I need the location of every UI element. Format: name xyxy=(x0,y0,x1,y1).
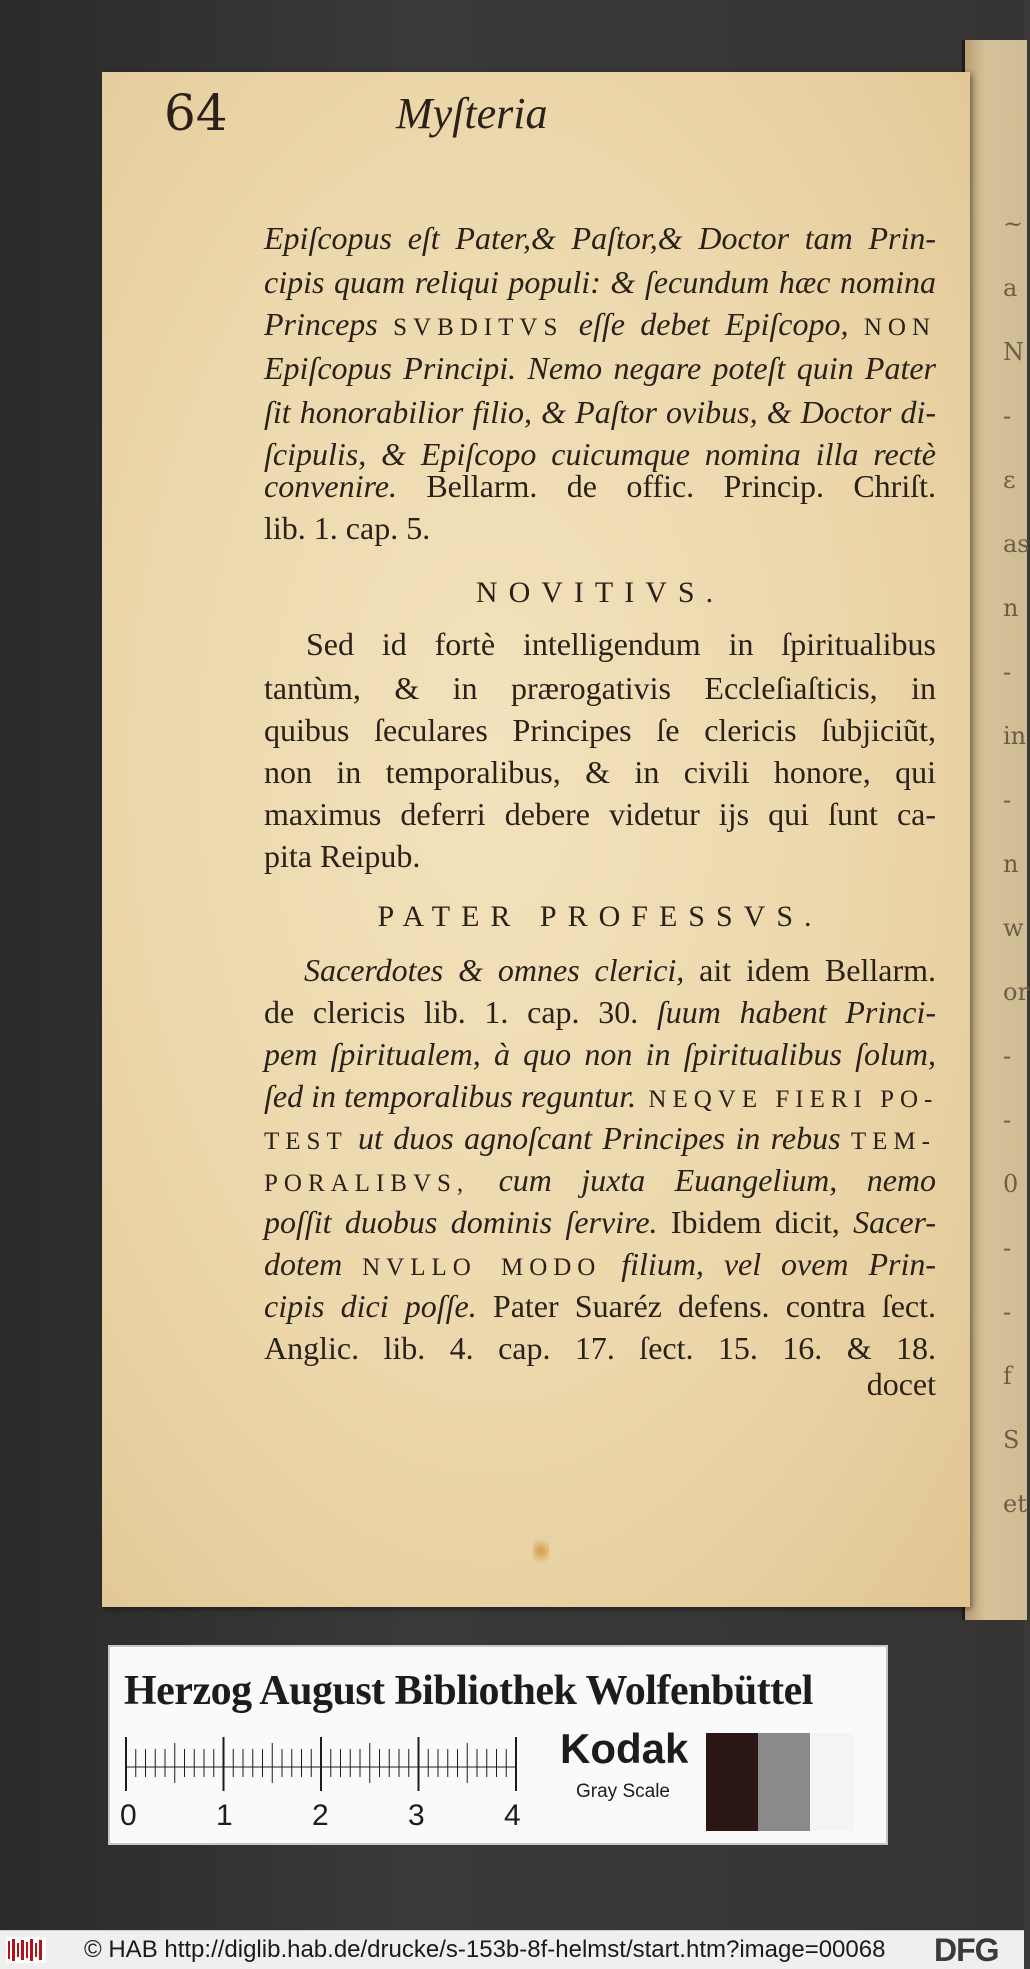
adjacent-page-glyph: as xyxy=(1003,530,1030,558)
adjacent-page-glyph: N xyxy=(1003,338,1024,366)
library-name: Herzog August Bibliothek Wolfenbüttel xyxy=(124,1668,813,1714)
adjacent-page-edge xyxy=(962,40,1030,1620)
text-line: pem ſpiritualem, à quo non in ſpiritualibus ſolum, xyxy=(264,1036,936,1072)
adjacent-page-glyph: - xyxy=(1003,658,1012,686)
ruler-ticks xyxy=(124,1737,534,1797)
text-line: ſit honorabilior filio, & Paſtor ovibus, & Doctor di- xyxy=(264,394,936,430)
adjacent-page-glyph: - xyxy=(1003,1234,1012,1262)
section-heading: PATER PROFESSVS. xyxy=(377,900,823,933)
adjacent-page-glyph: - xyxy=(1003,786,1012,814)
adjacent-page-glyph: n xyxy=(1003,850,1019,878)
gray-swatch-mid xyxy=(758,1733,810,1831)
text-line: PORALIBVS, cum juxta Euangelium, nemo xyxy=(264,1162,936,1198)
text-line: dotem NVLLO MODO filium, vel ovem Prin- xyxy=(264,1246,936,1282)
adjacent-page-glyph: - xyxy=(1003,1042,1012,1070)
paper-stain xyxy=(533,1536,549,1566)
page-header xyxy=(164,84,824,144)
text-line: poſſit duobus dominis ſervire. Ibidem dicit, Sacer- xyxy=(264,1204,937,1240)
text-line: pita Reipub. xyxy=(264,838,421,874)
text-line: ſcipulis, & Epiſcopo cuicumque nomina illa rectè xyxy=(264,436,936,472)
adjacent-page-glyph: w xyxy=(1003,914,1024,942)
text-line: de clericis lib. 1. cap. 30. ſuum habent Princi- xyxy=(264,994,937,1030)
adjacent-page-glyph: in xyxy=(1003,722,1027,750)
text-line: Epiſcopus Principi. Nemo negare poteſt quin Pater xyxy=(264,350,936,386)
adjacent-page-glyph: ~ xyxy=(1003,210,1024,238)
footer-bar xyxy=(0,1930,1024,1969)
text-line: convenire. Bellarm. de offic. Princip. Chriſt. xyxy=(264,468,936,504)
adjacent-page-glyph: a xyxy=(1003,274,1018,302)
catchword: docet xyxy=(866,1366,936,1402)
text-line: lib. 1. cap. 5. xyxy=(264,510,431,546)
adjacent-page-glyph: ε xyxy=(1003,466,1016,494)
adjacent-page-glyph: - xyxy=(1003,1298,1012,1326)
text-line: Sed id fortè intelligendum in ſpiritualibus xyxy=(306,626,936,662)
text-line: Sacerdotes & omnes clerici, ait idem Bellarm. xyxy=(304,952,936,988)
text-line: maximus deferri debere videtur ijs qui ſunt ca- xyxy=(264,796,936,832)
adjacent-page-glyph: - xyxy=(1003,402,1012,430)
adjacent-page-glyph: n xyxy=(1003,594,1019,622)
ruler-number: 2 xyxy=(312,1799,329,1832)
text-line: quibus ſeculares Principes ſe clericis ſubjiciũt, xyxy=(264,712,936,748)
kodak-logo: Kodak xyxy=(560,1725,689,1772)
adjacent-page-glyph: et xyxy=(1003,1490,1027,1518)
text-line: cipis quam reliqui populi: & ſecundum hæc nomina xyxy=(264,264,936,300)
ruler-number: 1 xyxy=(216,1799,233,1832)
text-line: cipis dici poſſe. Pater Suaréz defens. contra ſect. xyxy=(264,1288,937,1324)
ruler-number: 4 xyxy=(504,1799,521,1832)
dfg-logo: DFG xyxy=(934,1932,999,1968)
text-line: Princeps SVBDITVS eſſe debet Epiſcopo, NON xyxy=(264,306,937,342)
adjacent-page-glyph: or xyxy=(1003,978,1029,1006)
text-line: TEST ut duos agnoſcant Principes in rebus TEM- xyxy=(264,1120,936,1156)
ruler-number: 0 xyxy=(120,1799,137,1832)
gray-swatch-dark xyxy=(706,1733,758,1831)
barcode-icon xyxy=(6,1937,46,1963)
adjacent-page-glyph: 0 xyxy=(1003,1170,1019,1198)
text-line: tantùm, & in prærogativis Eccleſiaſticis, in xyxy=(264,670,936,706)
text-line: Epiſcopus eſt Pater,& Paſtor,& Doctor tam Prin- xyxy=(264,220,936,256)
adjacent-page-glyph: f xyxy=(1003,1362,1012,1390)
text-line: Anglic. lib. 4. cap. 17. ſect. 15. 16. & 18. xyxy=(264,1330,936,1366)
text-line: non in temporalibus, & in civili honore, qui xyxy=(264,754,936,790)
adjacent-page-glyph: - xyxy=(1003,1106,1012,1134)
source-link[interactable]: © HAB http://diglib.hab.de/drucke/s-153b-8f-helmst/start.htm?image=00068 xyxy=(84,1936,886,1963)
ruler-number: 3 xyxy=(408,1799,425,1832)
calibration-card xyxy=(108,1645,888,1845)
adjacent-page-glyph: S xyxy=(1003,1426,1020,1454)
running-head: Myſteria xyxy=(396,89,548,138)
text-line: ſed in temporalibus reguntur. NEQVE FIERI PO- xyxy=(264,1078,939,1114)
page-number: 64 xyxy=(164,84,228,142)
section-heading: NOVITIVS. xyxy=(475,576,725,609)
gray-swatch-light xyxy=(810,1733,854,1831)
scale-ruler xyxy=(120,1737,534,1837)
gray-scale-label: Gray Scale xyxy=(576,1781,670,1802)
